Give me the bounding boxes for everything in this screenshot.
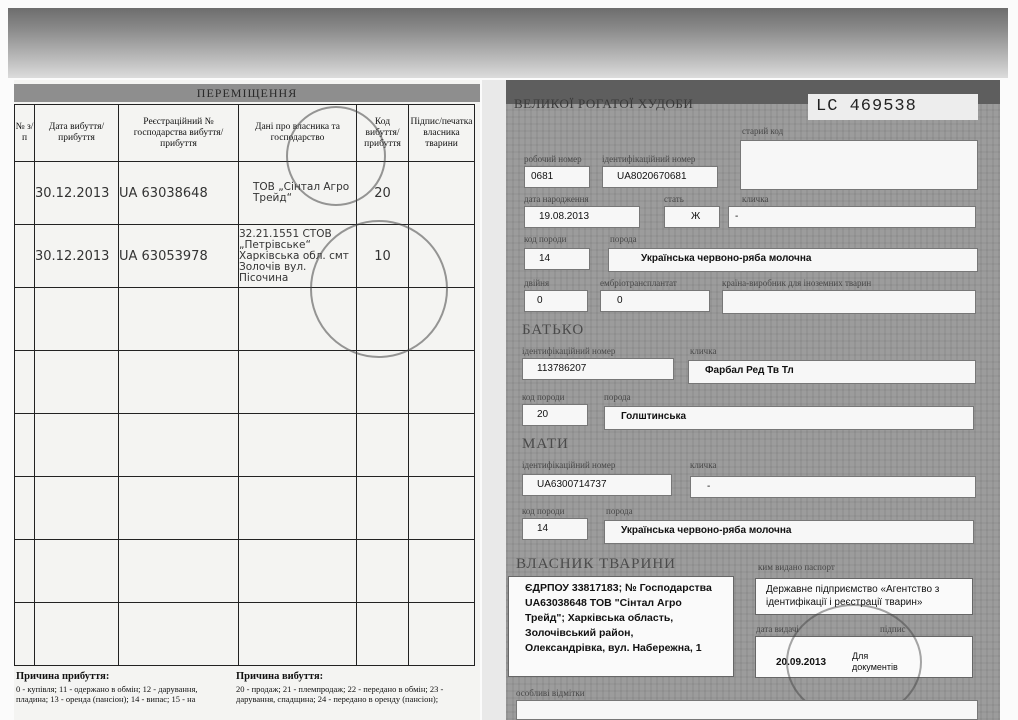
nickname-label: кличка [742, 194, 769, 204]
col-header-date: Дата вибуття/прибуття [35, 105, 119, 162]
ident-no-label: ідентифікаційний номер [602, 154, 696, 164]
row-date: 30.12.2013 [35, 186, 110, 201]
father-id-field: 113786207 [522, 358, 674, 380]
issue-date-label: дата видачі [756, 624, 799, 634]
passport-title: ВЕЛИКОЇ РОГАТОЇ ХУДОБИ [514, 96, 694, 111]
notes-label: особливі відмітки [516, 688, 585, 698]
owner-line: Золочівський район, [525, 627, 634, 639]
mother-breed-label: порода [606, 506, 633, 516]
father-id-label: ідентифікаційний номер [522, 346, 616, 356]
birth-date-field: 19.08.2013 [524, 206, 640, 228]
breed-label: порода [610, 234, 637, 244]
col-header-owner: Дані про власника та господарство [239, 105, 357, 162]
table-row [15, 162, 475, 225]
round-stamp [310, 220, 448, 358]
country-field [722, 290, 976, 314]
table-row [15, 477, 475, 540]
col-header-no: № з/п [15, 105, 35, 162]
father-breed-label: порода [604, 392, 631, 402]
movement-table [14, 104, 475, 666]
for-docs-stamp-text: Для документів [852, 651, 898, 672]
row-date: 30.12.2013 [35, 249, 110, 264]
mother-section-title: МАТИ [522, 436, 569, 452]
work-no-field: 0681 [524, 166, 590, 188]
mother-name-field: - [690, 476, 976, 498]
birth-date-label: дата народження [524, 194, 589, 204]
col-header-sign: Підпис/печатка власника тварини [409, 105, 475, 162]
nickname-field: - [728, 206, 976, 228]
arrival-reason [16, 672, 230, 704]
owner-line: Олександрівка, вул. Набережна, 1 [525, 642, 702, 654]
row-owner: ТОВ „Сінтал Агро Трейд“ [253, 181, 350, 204]
col-header-code: Код вибуття/прибуття [357, 105, 409, 162]
sex-label: стать [664, 194, 684, 204]
father-name-label: кличка [690, 346, 717, 356]
mother-breed-field: Українська червоно-ряба молочна [604, 520, 974, 544]
row-owner: 32.21.1551 СТОВ „Петрівське“ Харківська обл. смт Золочів вул. Пісочина [239, 227, 349, 284]
row-reg: UA 63053978 [119, 249, 208, 264]
serial-number: LC 469538 [808, 94, 978, 120]
mother-breed-code-label: код породи [522, 506, 565, 516]
embryo-field: 0 [600, 290, 710, 312]
old-no-label: старий код [742, 126, 784, 136]
issuer-label: ким видано паспорт [758, 562, 835, 572]
father-name-field: Фарбал Ред Тв Тл [688, 360, 976, 384]
movement-title: ПЕРЕМІЩЕННЯ [14, 84, 480, 102]
page-gutter [482, 80, 506, 720]
mother-breed-code-field: 14 [522, 518, 588, 540]
breed-field: Українська червоно-ряба молочна [608, 248, 978, 272]
notes-field [516, 700, 978, 720]
arrival-reason-text: 0 - купівля; 11 - одержано в обмін; 12 - дарування, пладина; 13 - оренда (пансіон); 14 - випас; 15 - на [16, 684, 198, 704]
owner-line: ЄДРПОУ 33817183; № Господарства [525, 582, 712, 594]
father-section-title: БАТЬКО [522, 322, 585, 338]
owner-section-title: ВЛАСНИК ТВАРИНИ [516, 556, 677, 572]
table-row [15, 351, 475, 414]
sex-field: Ж [664, 206, 720, 228]
owner-line: Трейд"; Харківська область, [525, 612, 674, 624]
mother-id-field: UA6300714737 [522, 474, 672, 496]
row-reg: UA 63038648 [119, 186, 208, 201]
departure-reason-text: 20 - продаж; 21 - племпродаж; 22 - передано в обмін; 23 - дарування, спадщина; 24 - передано в оренду (пансіон); [236, 684, 444, 704]
twin-label: двійня [524, 278, 550, 288]
father-breed-code-field: 20 [522, 404, 588, 426]
round-stamp [286, 106, 386, 206]
father-breed-field: Голштинська [604, 406, 974, 430]
issue-date-value: 20.09.2013 [776, 657, 827, 668]
old-no-field [740, 140, 978, 190]
departure-reason [236, 672, 476, 704]
father-breed-code-label: код породи [522, 392, 565, 402]
arrival-reason-title: Причина прибуття: [16, 671, 110, 682]
mother-name-label: кличка [690, 460, 717, 470]
ident-no-field: UA8020670681 [602, 166, 718, 188]
table-header-row [15, 105, 475, 162]
col-header-reg: Реєстраційний № господарства вибуття/прибуття [119, 105, 239, 162]
mother-id-label: ідентифікаційний номер [522, 460, 616, 470]
movement-page [14, 80, 480, 720]
twin-field: 0 [524, 290, 588, 312]
breed-code-label: код породи [524, 234, 567, 244]
country-label: країна-виробник для іноземних тварин [722, 278, 872, 288]
table-row [15, 540, 475, 603]
issuer-line: ідентифікації і реєстрації тварин» [766, 597, 923, 608]
scanner-edge-shadow [8, 8, 1008, 78]
signature-label: підпис [880, 624, 906, 634]
embryo-label: ембріотрансплантат [600, 278, 677, 288]
owner-line: UA63038648 ТОВ "Сінтал Агро [525, 597, 682, 609]
row-code: 10 [374, 249, 391, 264]
issuer-line: Державне підприємство «Агентство з [766, 584, 940, 595]
row-code: 20 [374, 186, 391, 201]
owner-field [508, 576, 734, 677]
table-row [15, 414, 475, 477]
table-row [15, 603, 475, 666]
work-no-label: робочий номер [524, 154, 582, 164]
breed-code-field: 14 [524, 248, 590, 270]
departure-reason-title: Причина вибуття: [236, 671, 324, 682]
